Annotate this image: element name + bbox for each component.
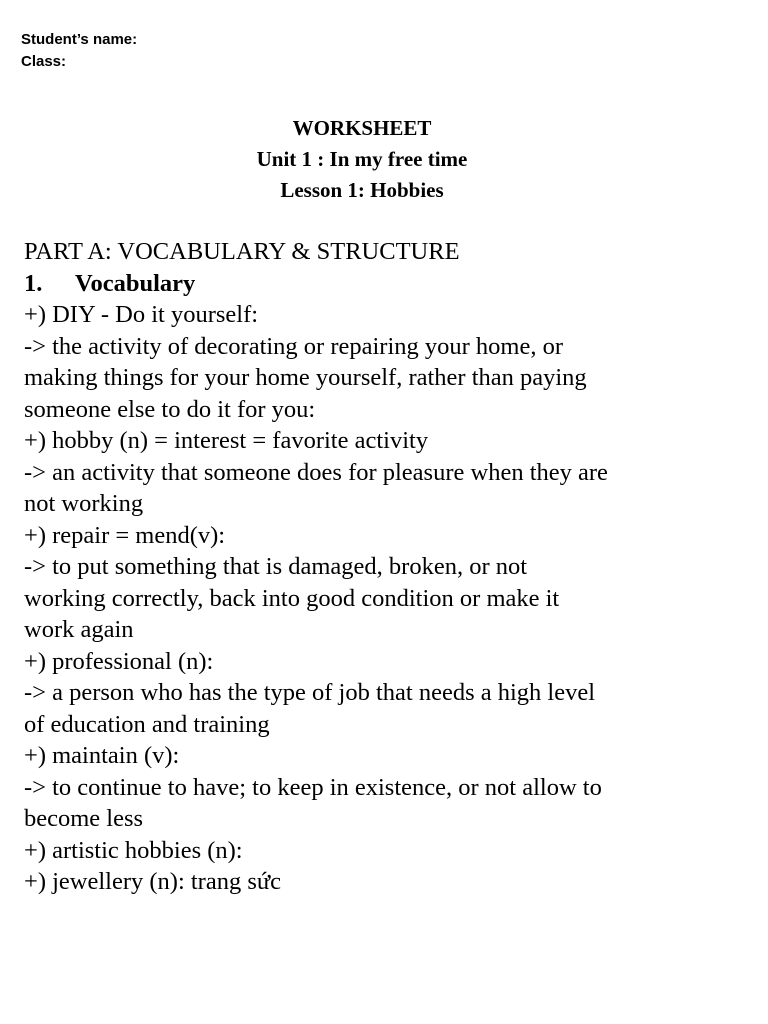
part-a-heading: PART A: VOCABULARY & STRUCTURE bbox=[24, 238, 460, 265]
vocab-line: of education and training bbox=[24, 710, 270, 738]
worksheet-header bbox=[0, 113, 724, 206]
vocab-line: +) repair = mend(v): bbox=[24, 521, 226, 549]
vocab-line: making things for your home yourself, rather than paying bbox=[24, 364, 587, 391]
vocab-line: +) artistic hobbies (n): bbox=[24, 836, 243, 864]
student-name-label: Student’s name: bbox=[21, 31, 138, 48]
section-heading bbox=[24, 268, 734, 300]
vocab-line: +) professional (n): bbox=[24, 647, 214, 675]
class-label: Class: bbox=[21, 53, 67, 70]
vocab-line: not working bbox=[24, 490, 144, 517]
section-number: 1. bbox=[24, 269, 43, 297]
vocab-line: -> the activity of decorating or repairing your home, or bbox=[24, 332, 564, 360]
vocab-line: +) DIY - Do it yourself: bbox=[24, 301, 259, 328]
vocab-line: working correctly, back into good condition or make it bbox=[24, 584, 560, 612]
part-a-content bbox=[24, 236, 734, 898]
vocab-line: +) maintain (v): bbox=[24, 742, 180, 769]
vocab-line: -> an activity that someone does for pleasure when they are bbox=[24, 458, 608, 486]
vocab-line: +) jewellery (n): trang sức bbox=[24, 868, 282, 895]
worksheet-title: WORKSHEET bbox=[292, 116, 432, 140]
vocab-line: work again bbox=[24, 616, 134, 643]
section-title: Vocabulary bbox=[75, 269, 196, 297]
vocab-line: +) hobby (n) = interest = favorite activity bbox=[24, 427, 429, 454]
vocab-line: -> a person who has the type of job that needs a high level bbox=[24, 679, 596, 706]
vocab-line: -> to put something that is damaged, broken, or not bbox=[24, 553, 528, 580]
vocab-line: become less bbox=[24, 805, 144, 832]
lesson-title: Lesson 1: Hobbies bbox=[280, 178, 444, 202]
unit-title: Unit 1 : In my free time bbox=[256, 147, 468, 171]
vocab-line: someone else to do it for you: bbox=[24, 395, 316, 423]
vocab-line: -> to continue to have; to keep in existence, or not allow to bbox=[24, 773, 602, 801]
student-info bbox=[21, 29, 137, 73]
